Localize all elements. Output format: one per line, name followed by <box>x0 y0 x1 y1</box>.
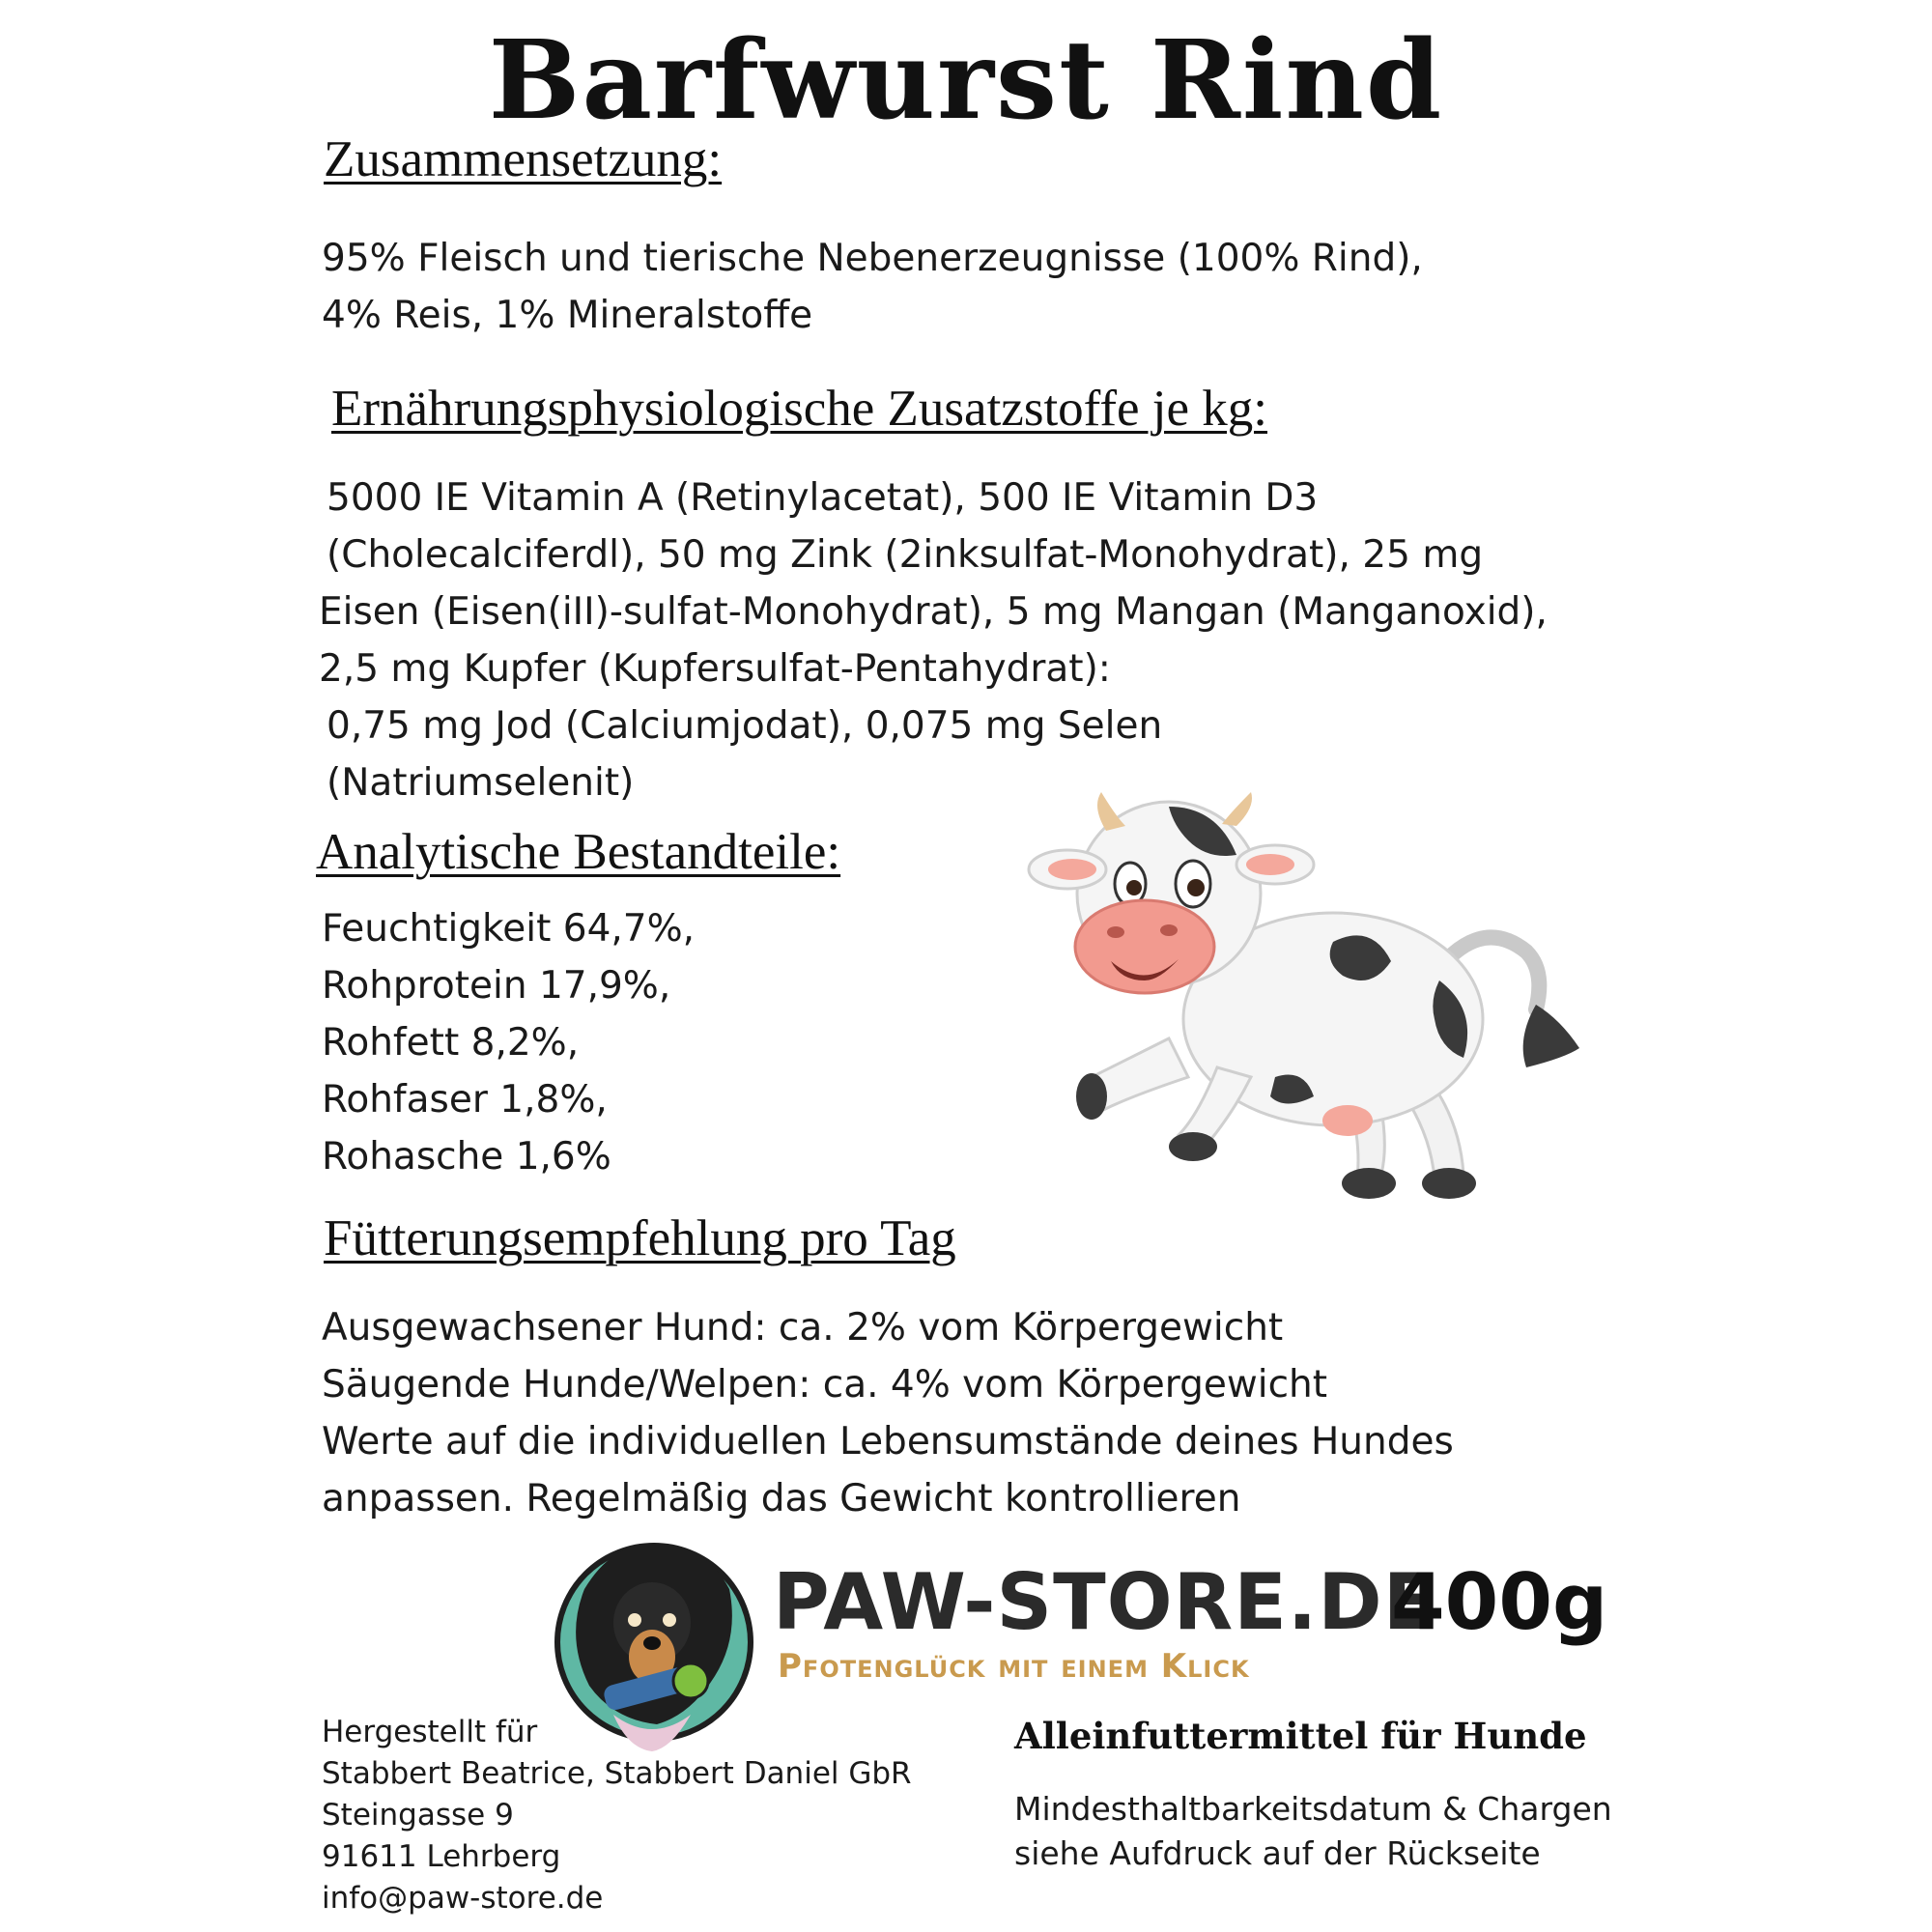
additives-line: 0,75 mg Jod (Calciumjodat), 0,075 mg Selen <box>327 704 1163 748</box>
notice-line: Mindesthaltbarkeitsdatum & Chargen <box>1014 1790 1612 1828</box>
additives-line: Eisen (Eisen(iII)-sulfat-Monohydrat), 5 mg Mangan (Manganoxid), <box>319 590 1548 634</box>
analytics-heading: Analytische Bestandteile: <box>316 824 841 880</box>
notice-line: siehe Aufdruck auf der Rückseite <box>1014 1834 1541 1872</box>
additives-heading: Ernährungsphysiologische Zusatzstoffe je kg: <box>331 381 1268 437</box>
address-line: Hergestellt für <box>322 1715 538 1749</box>
cow-illustration <box>1024 787 1584 1270</box>
additives-line: (Cholecalciferdl), 50 mg Zink (2inksulfat-Monohydrat), 25 mg <box>327 533 1484 577</box>
composition-line: 95% Fleisch und tierische Nebenerzeugnisse (100% Rind), <box>322 237 1423 280</box>
composition-text <box>322 230 1423 344</box>
brand-name: PAW-STORE.DE <box>773 1557 1437 1647</box>
feeding-line: Ausgewachsener Hund: ca. 2% vom Körpergewicht <box>322 1306 1284 1350</box>
product-title: Barfwurst Rind <box>488 17 1444 144</box>
best-before-note <box>1014 1787 1612 1876</box>
additives-text <box>319 469 1548 811</box>
feeding-text <box>322 1299 1454 1527</box>
manufacturer-address <box>322 1712 912 1919</box>
composition-line: 4% Reis, 1% Mineralstoffe <box>322 294 813 337</box>
analytics-item: Feuchtigkeit 64,7%, <box>322 907 696 951</box>
net-weight: 400g <box>1391 1557 1608 1647</box>
brand-slogan: Pfotenglück mit einem Klick <box>778 1647 1250 1686</box>
analytics-item: Rohfaser 1,8%, <box>322 1078 608 1122</box>
analytics-list <box>322 900 695 1185</box>
feeding-line: anpassen. Regelmäßig das Gewicht kontrollieren <box>322 1477 1241 1520</box>
analytics-item: Rohasche 1,6% <box>322 1135 611 1179</box>
feeding-heading: Fütterungsempfehlung pro Tag <box>324 1210 956 1266</box>
analytics-item: Rohprotein 17,9%, <box>322 964 671 1008</box>
address-line: Steingasse 9 <box>322 1798 514 1833</box>
composition-heading: Zusammensetzung: <box>324 131 723 187</box>
additives-line: 5000 IE Vitamin A (Retinylacetat), 500 IE Vitamin D3 <box>327 476 1319 520</box>
feed-type-label: Alleinfuttermittel für Hunde <box>1014 1715 1587 1757</box>
address-line: Stabbert Beatrice, Stabbert Daniel GbR <box>322 1756 912 1791</box>
feeding-line: Werte auf die individuellen Lebensumstände deines Hundes <box>322 1420 1454 1463</box>
additives-line: (Natriumselenit) <box>327 761 635 805</box>
analytics-item: Rohfett 8,2%, <box>322 1021 580 1065</box>
feeding-line: Säugende Hunde/Welpen: ca. 4% vom Körpergewicht <box>322 1363 1328 1406</box>
address-line: 91611 Lehrberg <box>322 1839 561 1874</box>
email-address: info@paw-store.de <box>322 1881 604 1916</box>
additives-line: 2,5 mg Kupfer (Kupfersulfat-Pentahydrat): <box>319 647 1111 691</box>
